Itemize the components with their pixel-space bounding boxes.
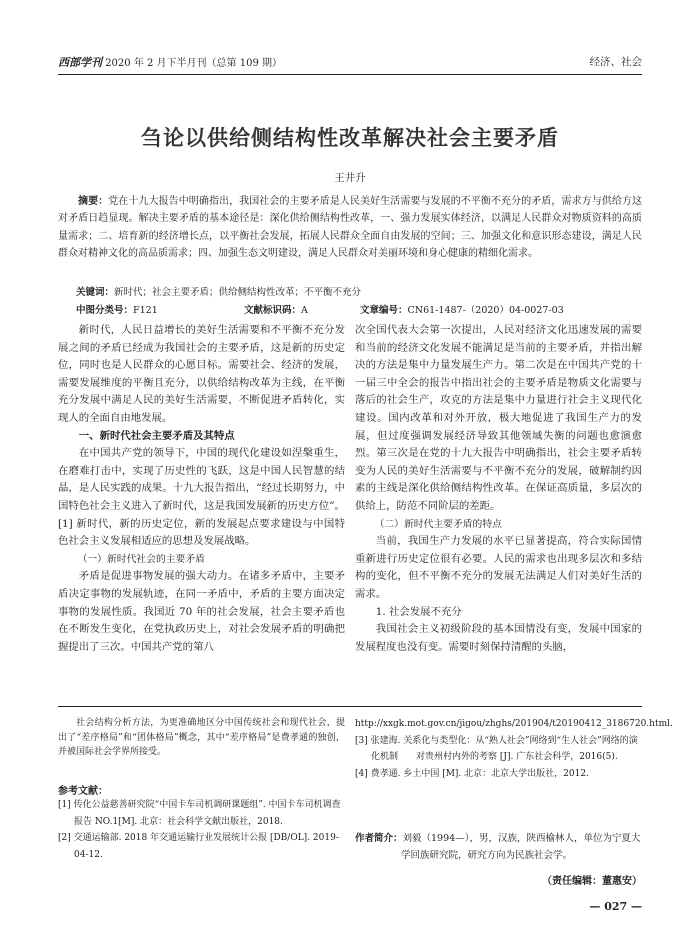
article-title: 刍论以供给侧结构性改革解决社会主要矛盾: [141, 125, 559, 150]
reference-item: [2] 交通运输部. 2018 年交通运输行业发展统计公报 [DB/OL]. 2019-04-12.: [58, 833, 339, 860]
classification-meta: [76, 302, 642, 316]
body-paragraph: 新时代，人民日益增长的美好生活需要和不平衡不充分发展之间的矛盾已经成为我国社会的主要矛盾，这是新的历史定位，同时也是人民群众的心愿目标。需要社会、经济的发展，需要发展维度的平衡且充分，以供给结构改革为主线，在平衡充分发展中满足人民的美好生活需要，不断促进矛盾转化，实现人的全面自由地发展。: [58, 324, 345, 424]
subsection-heading: （二）新时代主要矛盾的特点: [374, 518, 502, 530]
header-rule: [58, 74, 642, 75]
author-bio: [355, 830, 642, 864]
references-right: [355, 716, 673, 782]
body-paragraph: 我国社会主义初级阶段的基本国情没有变，发展中国家的发展程度也没有变。需要时刻保持清醒的头脑，: [355, 623, 642, 653]
footnote: 社会结构分析方法，为更准确地区分中国传统社会和现代社会，提出了“差序格局”和“团体格局”概念，其中“差序格局”是费孝通的独创，并被国际社会学界所接受。: [58, 718, 345, 757]
reference-item: [4] 费孝通. 乡土中国 [M]. 北京：北京大学出版社，2012.: [355, 768, 589, 779]
clc-value: F121: [133, 305, 158, 316]
keywords-text: 新时代；社会主要矛盾；供给侧结构性改革；不平衡不充分: [114, 287, 362, 298]
reference-item: [3] 张建海. 关系化与类型化：从“熟人社会”网络到“生人社会”网络的演化机制 对贵州村内外的考察 [J]. 广东社会科学，2016(5).: [355, 735, 638, 762]
abstract-text: 党在十九大报告中明确指出，我国社会的主要矛盾是人民美好生活需要与发展的不平衡不充分的矛盾，需求方与供给方这对矛盾日趋显现。解决主要矛盾的基本途径是：深化供给侧结构性改革，一、强力发展实体经济，以满足人民群众对物质资料的高质量需求；二、培育新的经济增长点，以平衡社会发展，拓展人民群众全面自由发展的空间；三、加强文化和意识形态建设，满足人民群众对精神文化的高品质需求；四、加强生态文明建设，满足人民群众对美丽环境和身心健康的精细化需求。: [58, 196, 642, 259]
article-id-value: CN61-1487-（2020）04-0027-03: [407, 305, 564, 316]
bio-text: 刘毅（1994—），男，汉族，陕西榆林人，单位为宁夏大学回族研究院，研究方向为民族社会学。: [401, 833, 641, 861]
sub-subsection-heading: 1. 社会发展不充分: [375, 605, 462, 618]
article-id-label: 文章编号：: [360, 305, 408, 316]
journal-logo: 西部学刊: [58, 56, 102, 69]
bio-label: 作者简介：: [355, 833, 403, 844]
running-header: [58, 54, 642, 72]
doc-code-value: A: [301, 305, 308, 316]
section-tag: 经济、社会: [589, 56, 642, 68]
keywords-label: 关键词：: [76, 287, 115, 298]
abstract: [58, 193, 642, 262]
body-paragraph: 在中国共产党的领导下，中国的现代化建设如涅槃重生，在磨难打击中，实现了历史性的飞跃，这是中国人民智慧的结晶，是人民实践的成果。十九大报告指出，“经过长期努力，中国特色社会主义进入了新时代，这是我国发展新的历史方位”。[1] 新时代，新的历史定位，新的发展起点要求建设与中国特色社会主义发展相适应的思想及发展战略。: [58, 447, 345, 548]
references-left: [58, 797, 345, 863]
body-column-right: [355, 322, 642, 656]
body-paragraph: 次全国代表大会第一次提出，人民对经济文化迅速发展的需要和当前的经济文化发展不能满足是当前的主要矛盾，并指出解决的方法是集中力量发展生产力。第二次是在中国共产党的十一届三中全会的报告中指出社会的主要矛盾是物质文化需要与落后的社会生产，攻克的方法是集中力量进行社会主义现代化建设。国内改革和对外开放，极大地促进了我国生产力的发展，但过度强调发展经济导致其他领域失衡的问题也愈演愈烈。第三次是在党的十九大报告中明确指出，社会主要矛盾转变为人民的美好生活需要与不平衡不充分的发展，破解制约因素的主线是深化供给侧结构性改革。在保证高质量，多层次的供给上，防范不同阶层的差距。: [355, 324, 642, 512]
body-paragraph: 矛盾是促进事物发展的强大动力。在诸多矛盾中，主要矛盾决定事物的发展轨迹，在同一矛盾中，矛盾的主要方面决定事物的发展性质。我国近 70 年的社会发展，社会主要矛盾也在不断发生变化，在党执政历史上，对社会发展矛盾的明确把握提出了三次。中国共产党的第八: [58, 570, 345, 653]
body-column-left: [58, 322, 345, 656]
body-paragraph: 当前，我国生产力发展的水平已显著提高，符合实际国情重新进行历史定位很有必要。人民的需求也出现多层次和多结构的变化，但不平衡不充分的发展无法满足人们对美好生活的需求。: [355, 535, 642, 600]
doc-code-label: 文献标识码：: [244, 305, 302, 316]
page-number: — 027 —: [589, 900, 642, 913]
issue-info: 2020 年 2 月下半月刊（总第 109 期）: [105, 58, 282, 69]
references-heading: 参考文献：: [58, 786, 108, 797]
section-heading: 一、新时代社会主要矛盾及其特点: [78, 429, 235, 442]
footnote-rule: [58, 706, 642, 707]
subsection-heading: （一）新时代社会的主要矛盾: [77, 553, 205, 565]
clc-label: 中图分类号：: [76, 305, 134, 316]
author-name: 王井升: [334, 172, 366, 184]
keywords: [76, 284, 642, 298]
reference-item: [1] 传化公益慈善研究院“中国卡车司机调研课题组”. 中国卡车司机调查报告 NO.1[M]. 北京：社会科学文献出版社，2018.: [58, 800, 341, 827]
reference-item: http://xxgk.mot.gov.cn/jigou/zhghs/201904/t20190412_3186720.html.: [355, 719, 673, 729]
abstract-label: 摘要：: [78, 196, 109, 207]
responsible-editor: （责任编辑：董惠安）: [542, 876, 642, 887]
